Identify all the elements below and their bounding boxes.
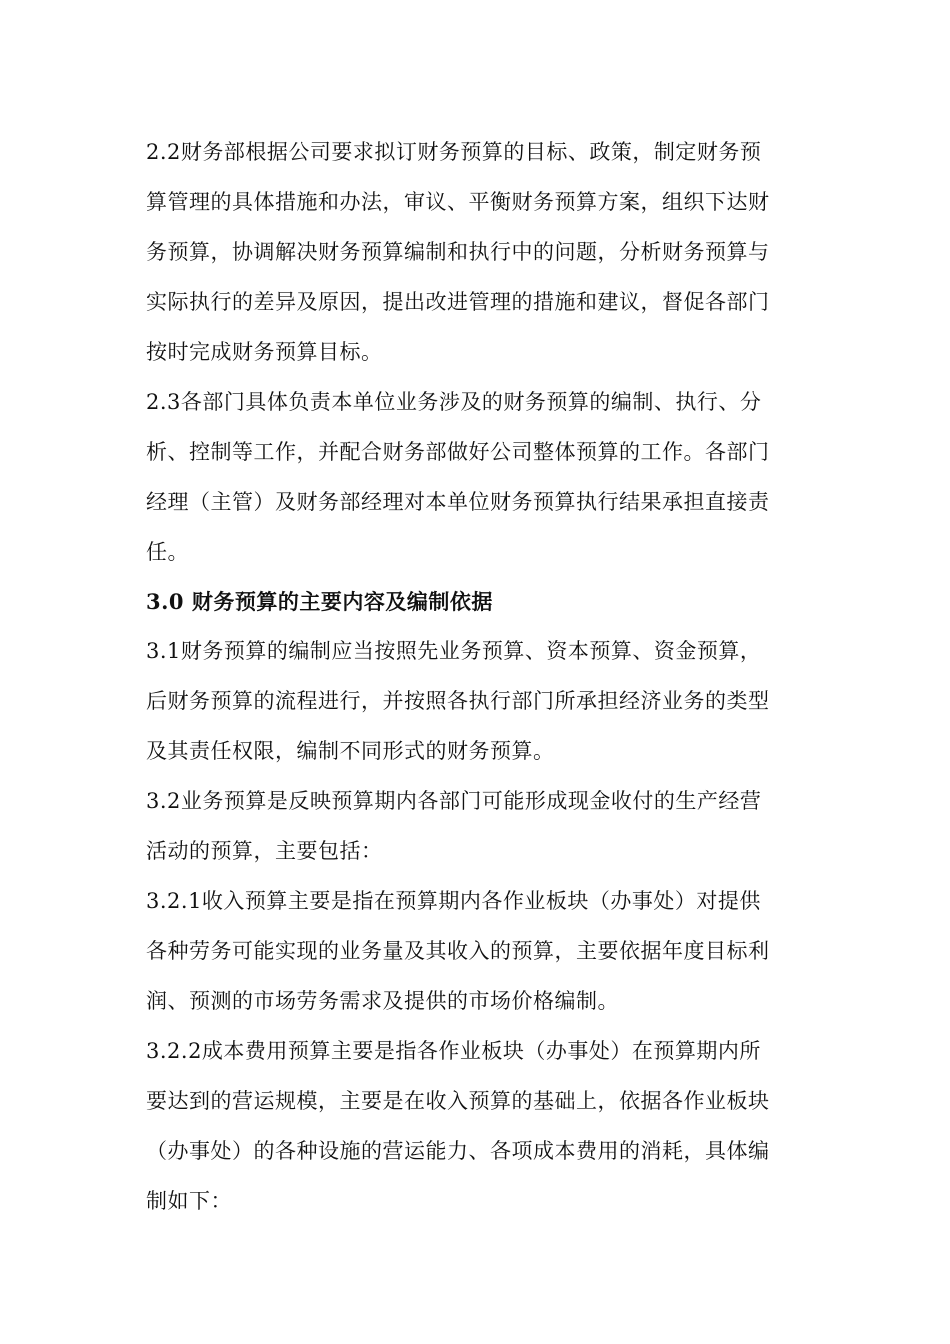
- paragraph-3-2-line-2: 活动的预算，主要包括：: [146, 839, 383, 863]
- paragraph-3-2-1-line-2: 各种劳务可能实现的业务量及其收入的预算，主要依据年度目标利: [146, 939, 770, 963]
- paragraph-3-2-1-line-1: 3.2.1收入预算主要是指在预算期内各作业板块（办事处）对提供: [146, 889, 761, 913]
- paragraph-3-2-2-line-3: （办事处）的各种设施的营运能力、各项成本费用的消耗，具体编: [146, 1139, 770, 1163]
- paragraph-3-2-2-line-2: 要达到的营运规模，主要是在收入预算的基础上，依据各作业板块: [146, 1089, 770, 1113]
- paragraph-2-2-line-2: 算管理的具体措施和办法，审议、平衡财务预算方案，组织下达财: [146, 190, 770, 214]
- paragraph-2-2-line-4: 实际执行的差异及原因，提出改进管理的措施和建议，督促各部门: [146, 290, 770, 314]
- paragraph-3-2-2-line-4: 制如下：: [146, 1189, 232, 1213]
- paragraph-2-3-line-4: 任。: [146, 540, 189, 564]
- paragraph-3-1-line-1: 3.1财务预算的编制应当按照先业务预算、资本预算、资金预算，: [146, 639, 762, 663]
- section-heading-3-0: 3.0 财务预算的主要内容及编制依据: [146, 589, 493, 614]
- paragraph-3-2-2-line-1: 3.2.2成本费用预算主要是指各作业板块（办事处）在预算期内所: [146, 1039, 761, 1063]
- paragraph-2-2-line-3: 务预算，协调解决财务预算编制和执行中的问题，分析财务预算与: [146, 240, 770, 264]
- paragraph-2-3-line-3: 经理（主管）及财务部经理对本单位财务预算执行结果承担直接责: [146, 490, 770, 514]
- paragraph-3-1-line-3: 及其责任权限，编制不同形式的财务预算。: [146, 739, 555, 763]
- paragraph-2-3-line-2: 析、控制等工作，并配合财务部做好公司整体预算的工作。各部门: [146, 440, 770, 464]
- paragraph-3-1-line-2: 后财务预算的流程进行，并按照各执行部门所承担经济业务的类型: [146, 689, 770, 713]
- paragraph-3-2-1-line-3: 润、预测的市场劳务需求及提供的市场价格编制。: [146, 989, 619, 1013]
- paragraph-3-2-line-1: 3.2业务预算是反映预算期内各部门可能形成现金收付的生产经营: [146, 789, 762, 813]
- paragraph-2-3-line-1: 2.3各部门具体负责本单位业务涉及的财务预算的编制、执行、分: [146, 390, 762, 414]
- paragraph-2-2-line-5: 按时完成财务预算目标。: [146, 340, 383, 364]
- paragraph-2-2-line-1: 2.2财务部根据公司要求拟订财务预算的目标、政策，制定财务预: [146, 140, 762, 164]
